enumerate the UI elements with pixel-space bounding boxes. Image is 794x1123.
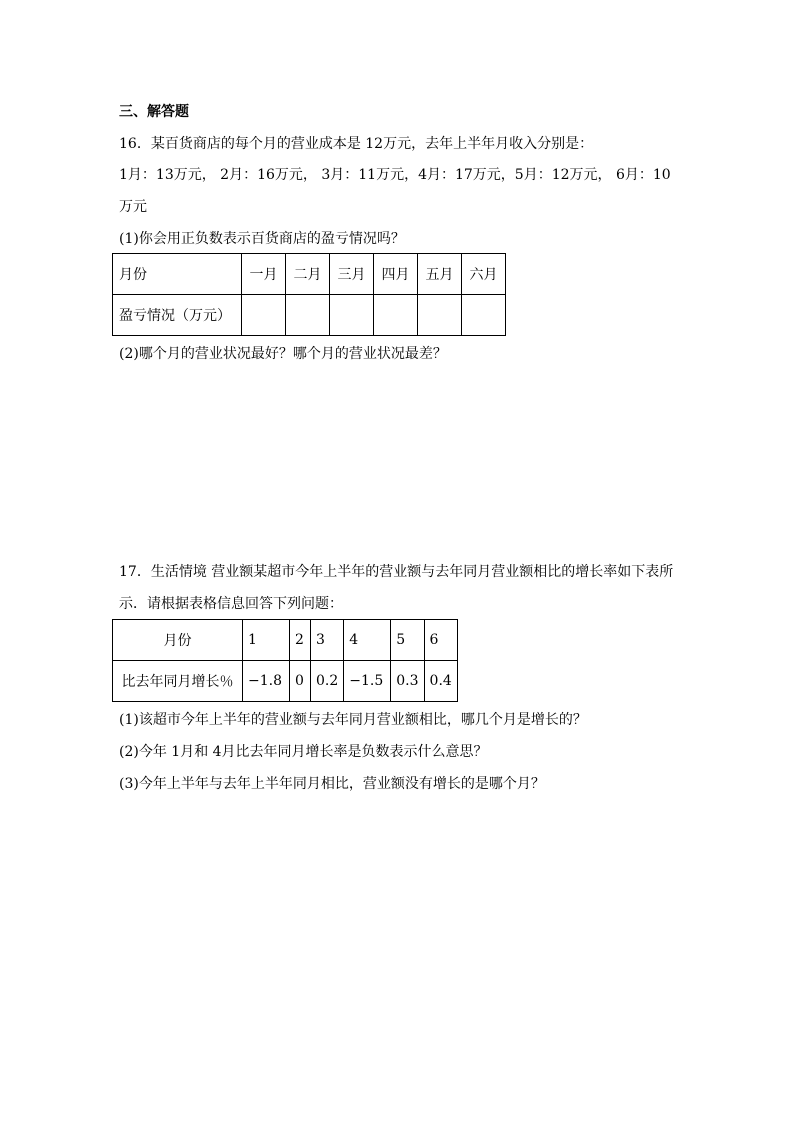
month-cell: 六月 — [462, 254, 506, 295]
growth-rate-cell: 0.4 — [424, 661, 457, 702]
profit-loss-cell — [242, 295, 286, 336]
profit-loss-cell — [286, 295, 330, 336]
month-cell: 3 — [311, 620, 344, 661]
growth-rate-cell: 0.3 — [391, 661, 424, 702]
month-cell: 4 — [344, 620, 391, 661]
question-16-part-1: (1)你会用正负数表示百货商店的盈亏情况吗？ — [119, 231, 405, 247]
month-cell: 三月 — [330, 254, 374, 295]
growth-rate-cell: −1.8 — [243, 661, 290, 702]
profit-loss-cell — [374, 295, 418, 336]
month-cell: 6 — [424, 620, 457, 661]
question-17-part-1: (1)该超市今年上半年的营业额与去年同月营业额相比，哪几个月是增长的？ — [119, 712, 587, 728]
profit-loss-cell — [462, 295, 506, 336]
month-cell: 四月 — [374, 254, 418, 295]
month-cell: 一月 — [242, 254, 286, 295]
section-title: 三、解答题 — [119, 104, 189, 120]
table-row — [113, 620, 458, 661]
table-row — [113, 254, 506, 295]
question-17-stem-line-1: 17．生活情境 营业额某超市今年上半年的营业额与去年同月营业额相比的增长率如下表所 — [119, 564, 674, 580]
month-cell: 1 — [243, 620, 290, 661]
profit-loss-cell — [418, 295, 462, 336]
table-row — [113, 661, 458, 702]
question-16-incomes: 1月：13万元， 2月：16万元， 3月：11万元，4月：17万元，5月：12万元， 6月：10 — [119, 167, 671, 183]
month-cell: 2 — [290, 620, 311, 661]
growth-rate-cell: 0.2 — [311, 661, 344, 702]
month-cell: 5 — [391, 620, 424, 661]
profit-loss-table — [112, 253, 506, 336]
month-cell: 五月 — [418, 254, 462, 295]
growth-rate-cell: 0 — [290, 661, 311, 702]
question-16-part-2: (2)哪个月的营业状况最好？哪个月的营业状况最差？ — [119, 346, 447, 362]
month-cell: 二月 — [286, 254, 330, 295]
profit-loss-cell — [330, 295, 374, 336]
month-header-label: 月份 — [113, 254, 242, 295]
question-17-part-3: (3)今年上半年与去年上半年同月相比，营业额没有增长的是哪个月？ — [119, 776, 545, 792]
growth-rate-row-label: 比去年同月增长％ — [113, 661, 243, 702]
profit-loss-row-label: 盈亏情况（万元） — [113, 295, 242, 336]
table-row — [113, 295, 506, 336]
month-header-label: 月份 — [113, 620, 243, 661]
question-17-stem-line-2: 示．请根据表格信息回答下列问题： — [119, 596, 343, 612]
question-16-stem: 16．某百货商店的每个月的营业成本是 12万元，去年上半年月收入分别是： — [119, 136, 594, 152]
question-16-incomes-continued: 万元 — [119, 199, 147, 215]
growth-rate-table — [112, 619, 458, 702]
question-17-part-2: (2)今年 1月和 4月比去年同月增长率是负数表示什么意思？ — [119, 744, 488, 760]
growth-rate-cell: −1.5 — [344, 661, 391, 702]
